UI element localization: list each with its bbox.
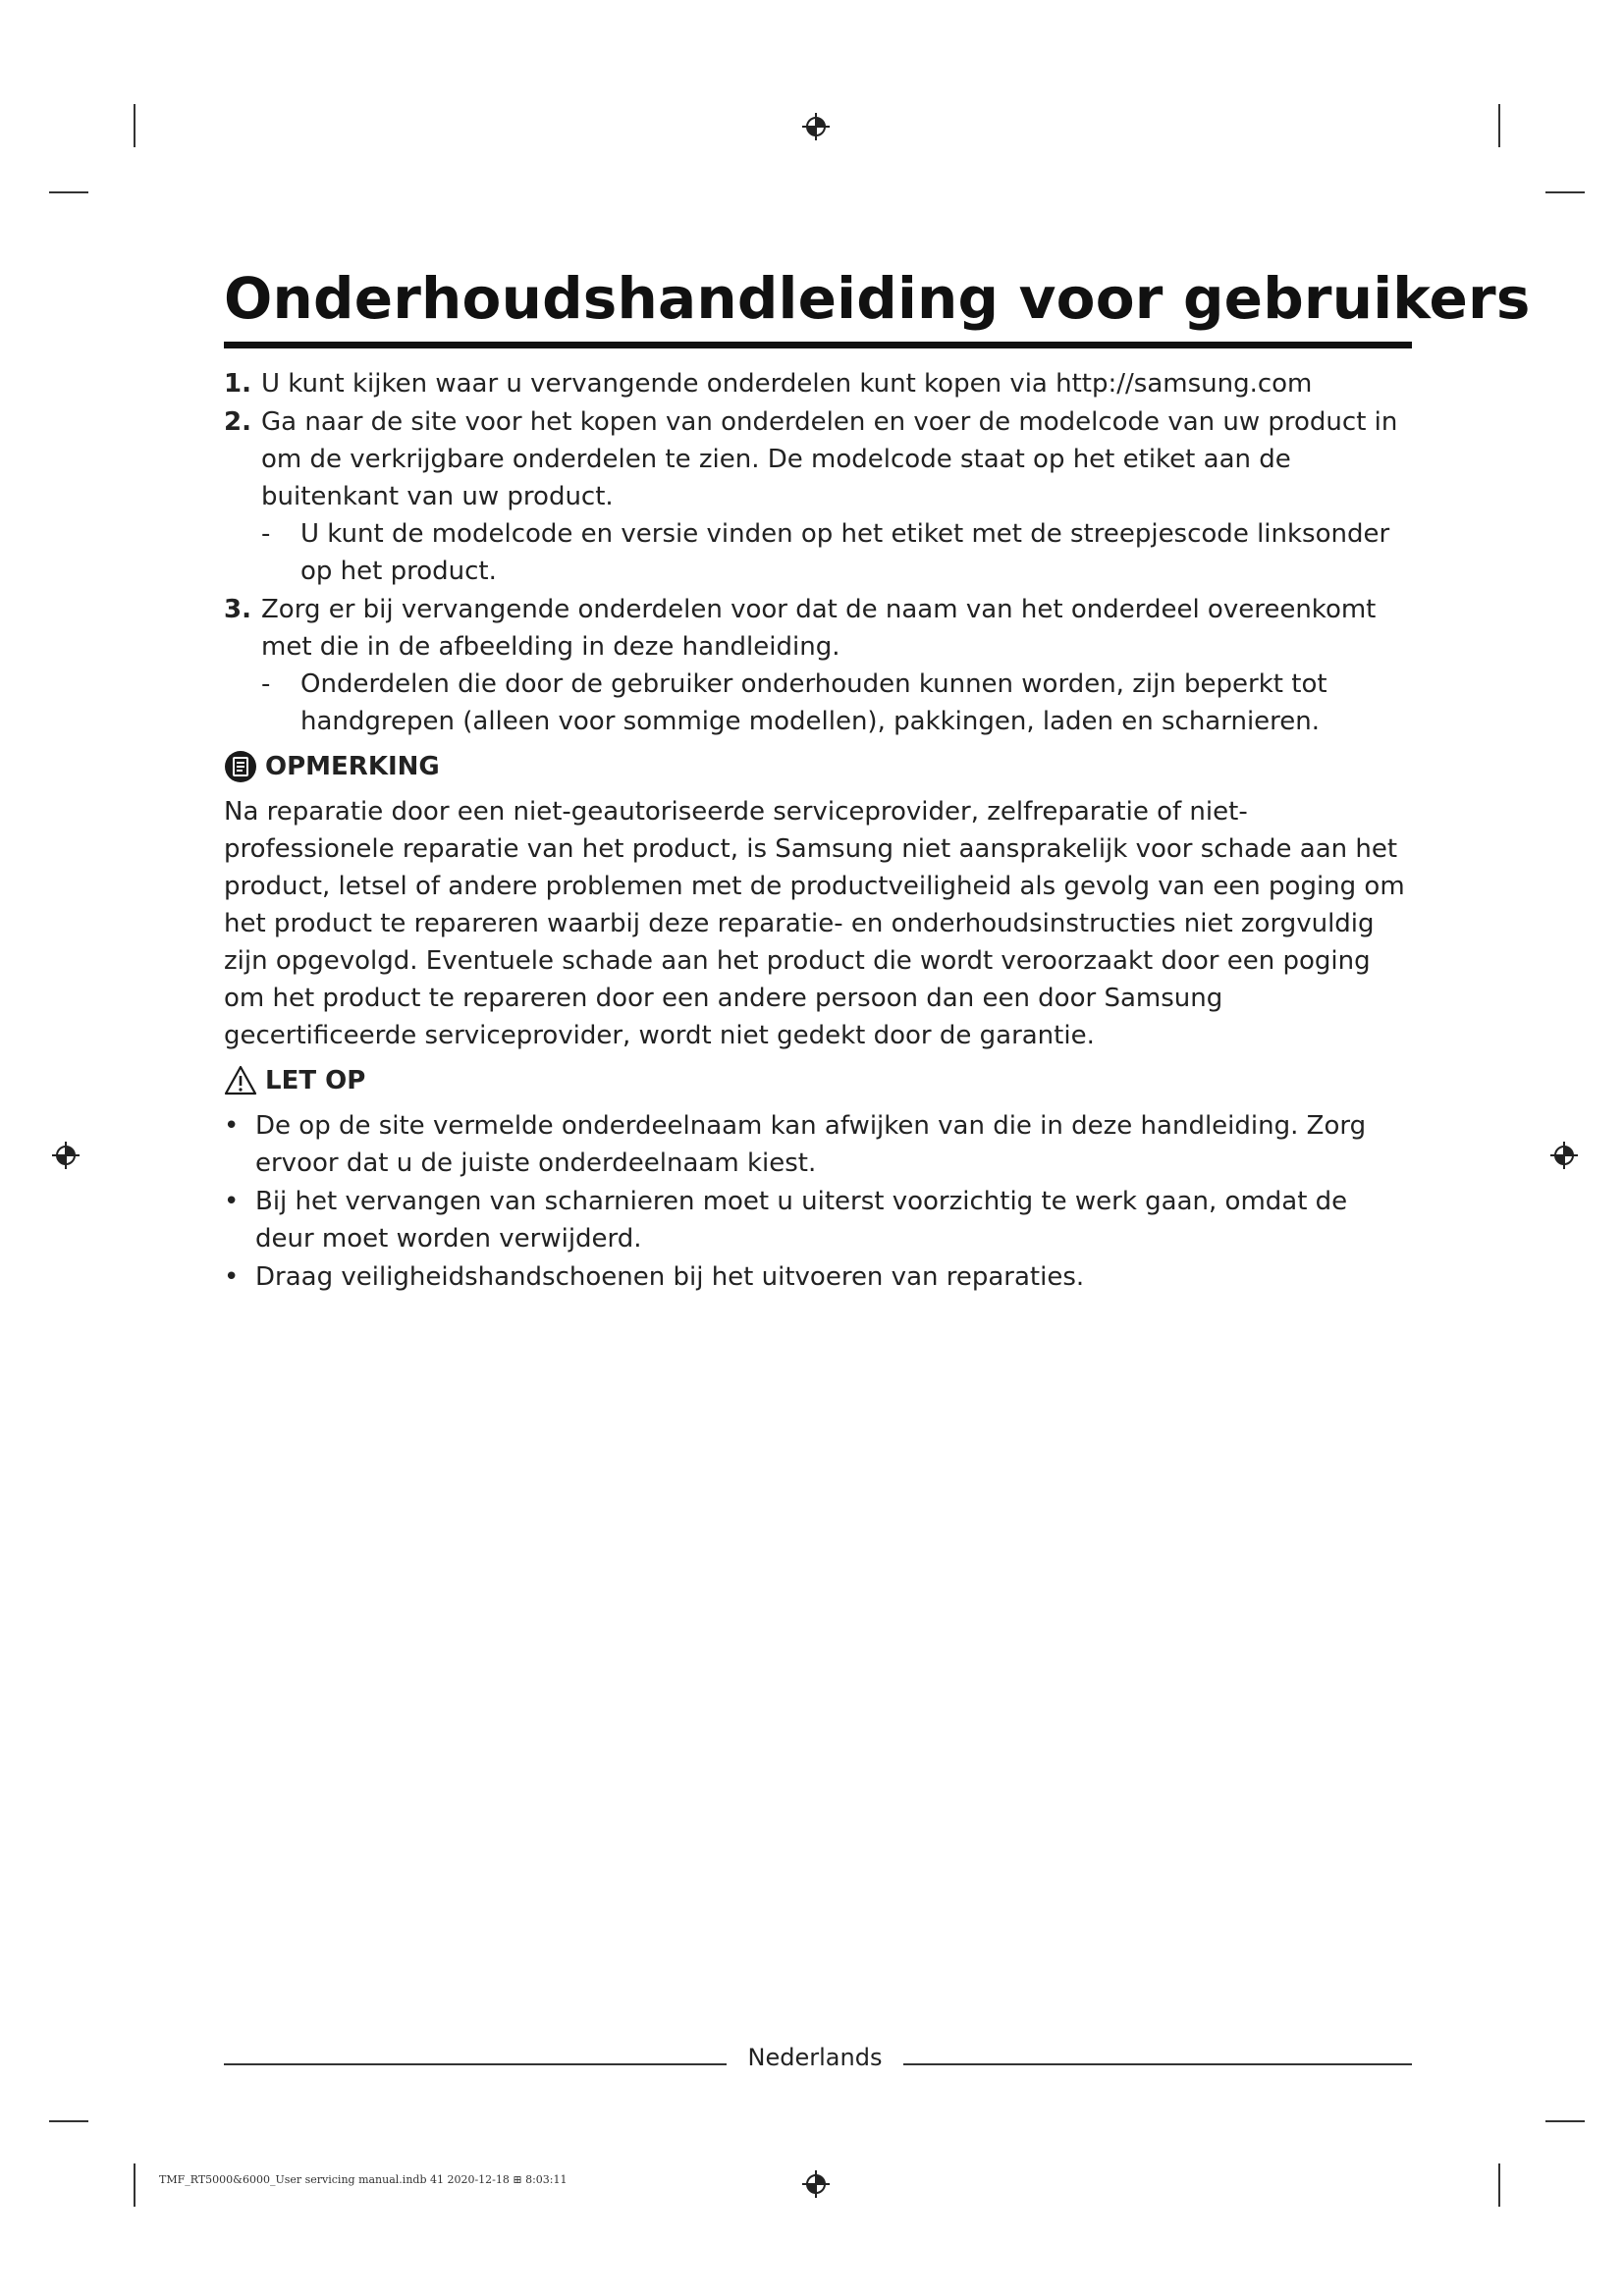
- crop-mark-bottom-left-vertical: [134, 2163, 135, 2207]
- registration-mark-top-icon: [801, 112, 831, 141]
- title-underline: [224, 342, 1412, 348]
- bullet: •: [224, 1262, 240, 1292]
- registration-mark-left-icon: [51, 1141, 81, 1170]
- step-item-3: [224, 591, 1414, 740]
- caution-item-text: Draag veiligheidshandschoenen bij het uitvoeren van reparaties.: [255, 1262, 1085, 1292]
- registration-mark-bottom-icon: [801, 2169, 831, 2199]
- registration-mark-right-icon: [1549, 1141, 1579, 1170]
- step-number: 1.: [224, 369, 251, 399]
- note-heading-label: OPMERKING: [265, 752, 440, 781]
- step-number: 3.: [224, 595, 251, 624]
- step-text: Zorg er bij vervangende onderdelen voor dat de naam van het onderdeel overeenkomt met die in de afbeelding in deze handleiding.: [261, 595, 1377, 662]
- bullet: •: [224, 1111, 240, 1141]
- step-text: U kunt kijken waar u vervangende onderdelen kunt kopen via http://samsung.com: [261, 369, 1313, 399]
- warning-triangle-icon: [224, 1064, 257, 1097]
- caution-item: [224, 1258, 1414, 1296]
- crop-mark-bottom-right-vertical: [1498, 2163, 1500, 2207]
- crop-mark-top-right-horizontal: [1545, 191, 1585, 193]
- note-icon: [224, 750, 257, 783]
- note-text: Na reparatie door een niet-geautoriseerde serviceprovider, zelfreparatie of niet-professionele reparatie van het product, is Samsung niet aansprakelijk voor schade aan het product, letsel of andere problemen met de productveiligheid als gevolg van een poging om het product te repareren waarbij deze reparatie- en onderhoudsinstructies niet zorgvuldig zijn opgevolgd. Eventuele schade aan het product die wordt veroorzaakt door een poging om het product te repareren door een andere persoon dan een door Samsung gecertificeerde serviceprovider, wordt niet gedekt door de garantie.: [224, 797, 1405, 1050]
- step-item-2: [224, 403, 1414, 590]
- subitem-dash: -: [261, 519, 271, 549]
- crop-mark-top-left-horizontal: [49, 191, 88, 193]
- caution-item-text: Bij het vervangen van scharnieren moet u uiterst voorzichtig te werk gaan, omdat de deur moet worden verwijderd.: [255, 1187, 1348, 1254]
- main-content: [224, 365, 1414, 1296]
- caution-item-text: De op de site vermelde onderdeelnaam kan afwijken van die in deze handleiding. Zorg ervoor dat u de juiste onderdeelnaam kiest.: [255, 1111, 1367, 1178]
- page-title: Onderhoudshandleiding voor gebruikers: [224, 265, 1531, 332]
- caution-heading: [224, 1062, 1414, 1099]
- crop-mark-top-left-vertical: [134, 104, 135, 147]
- subitem-text: U kunt de modelcode en versie vinden op het etiket met de streepjescode linksonder op het product.: [300, 519, 1390, 586]
- footer-language: Nederlands: [747, 2044, 883, 2071]
- step-text: Ga naar de site voor het kopen van onderdelen en voer de modelcode van uw product in om de verkrijgbare onderdelen te zien. De modelcode staat op het etiket aan de buitenkant van uw product.: [261, 407, 1398, 511]
- note-heading: [224, 748, 1414, 785]
- bullet: •: [224, 1187, 240, 1216]
- step-item-1: [224, 365, 1414, 402]
- caution-item: [224, 1107, 1414, 1182]
- crop-mark-bottom-left-horizontal: [49, 2120, 88, 2122]
- step-subitem: [261, 515, 1414, 590]
- caution-item: [224, 1183, 1414, 1257]
- subitem-text: Onderdelen die door de gebruiker onderhouden kunnen worden, zijn beperkt tot handgrepen (alleen voor sommige modellen), pakkingen, laden en scharnieren.: [300, 669, 1327, 736]
- print-slug: TMF_RT5000&6000_User servicing manual.indb 41 2020-12-18 ⊞ 8:03:11: [159, 2173, 568, 2186]
- step-subitem: [261, 666, 1414, 740]
- steps-list: [224, 365, 1414, 740]
- caution-heading-label: LET OP: [265, 1066, 366, 1095]
- footer-rule-right: [903, 2063, 1412, 2065]
- step-number: 2.: [224, 407, 251, 437]
- crop-mark-top-right-vertical: [1498, 104, 1500, 147]
- footer-rule-left: [224, 2063, 727, 2065]
- crop-mark-bottom-right-horizontal: [1545, 2120, 1585, 2122]
- caution-list: [224, 1107, 1414, 1296]
- subitem-dash: -: [261, 669, 271, 699]
